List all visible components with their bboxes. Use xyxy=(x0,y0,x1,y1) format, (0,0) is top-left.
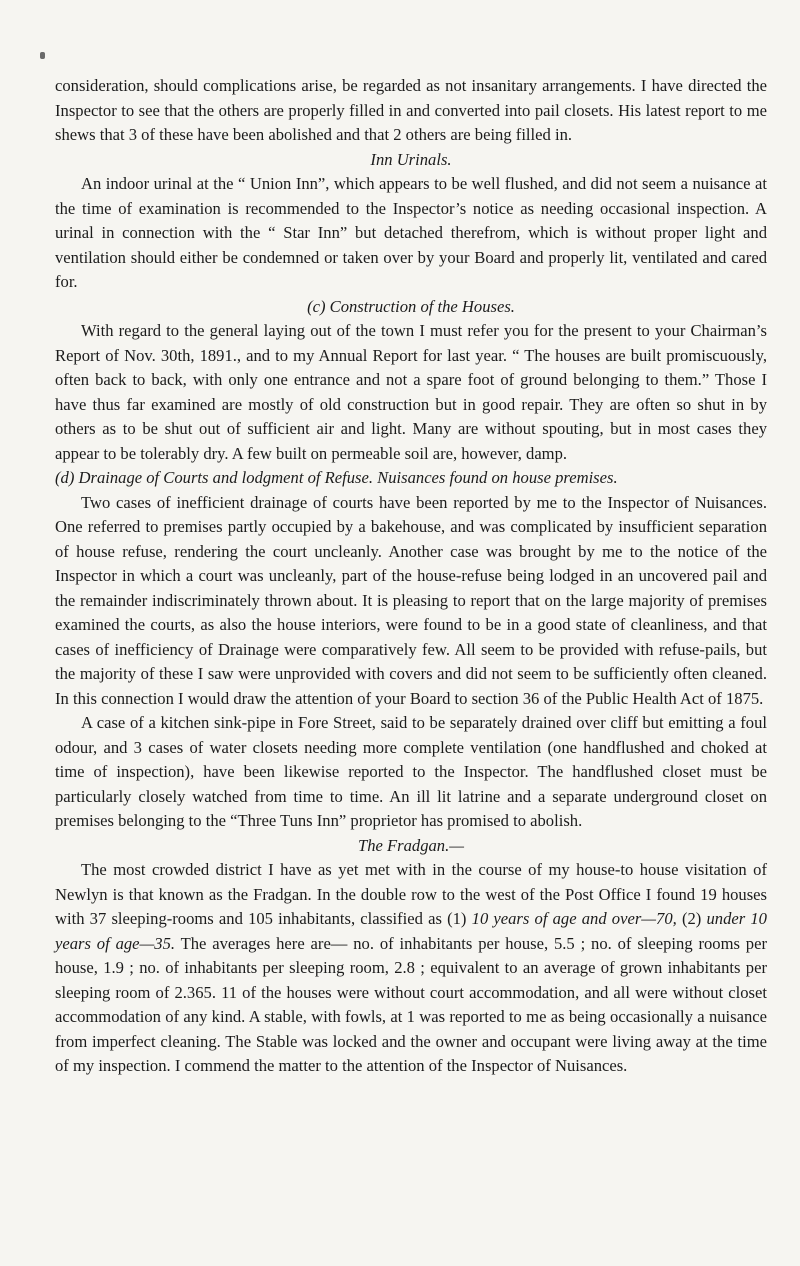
paragraph-urinals: An indoor urinal at the “ Union Inn”, which appears to be well flushed, and did not seem a nuisance at the time of examination is recommended to the Inspector’s notice as needing occasional inspection. A urinal in connection with the “ Star Inn” but detached therefrom, which is without proper light and ventilation should either be condemned or taken over by your Board and properly lit, ventilated and cared for. xyxy=(55,174,767,291)
heading-fradgan: The Fradgan.— xyxy=(357,835,465,855)
age-group-adults: 10 years of age and over—70, xyxy=(471,909,677,928)
paragraph-sink-pipe: A case of a kitchen sink-pipe in Fore Street, said to be separately drained over cliff but emitting a foul odour, and 3 cases of water closets needing more complete ventilation (one handflushed and choked at time of inspection), have been likewise reported to the Inspector. The handflushed closet must be particularly closely watched from time to time. An ill lit latrine and a separate underground closet on premises belonging to the “Three Tuns Inn” proprietor has promised to abolish. xyxy=(55,713,767,830)
paragraph-closets: consideration, should complications arise, be regarded as not insanitary arrangements. I have directed the Inspector to see that the others are properly filled in and converted into pail closets. His latest report to me shews that 3 of these have been abolished and that 2 others are being filled in. xyxy=(55,76,767,144)
heading-inn-urinals: Inn Urinals. xyxy=(370,149,452,169)
page-blemish xyxy=(40,52,45,59)
fradgan-text-1: The most crowded district I have as yet met with in the course of my house-to house visitation of Newlyn is that known as the Fradgan. In the double row to the west of the Post Office I found 19 houses with 37 sleeping-rooms and 105 inhabitants, classified as (1) xyxy=(55,860,767,928)
fradgan-text-2: (2) xyxy=(676,909,707,928)
heading-drainage: (d) Drainage of Courts and lodgment of Refuse. Nuisances found on house premises. xyxy=(55,468,618,487)
age-group-children: under 10 years of age—35. xyxy=(55,909,767,953)
fradgan-text-3: The averages here are— no. of inhabitants per house, 5.5 ; no. of sleeping rooms per house, 1.9 ; no. of inhabitants per sleeping room, 2.8 ; equivalent to an average of grown inhabitants per sleeping room of 2.365. 11 of the houses were without court accommodation, and all were without closet accommodation of any kind. A stable, with fowls, at 1 was reported to me as being occasionally a nuisance from imperfect cleaning. The Stable was locked and the owner and occupant were living away at the time of my inspection. I commend the matter to the attention of the Inspector of Nuisances. xyxy=(55,933,767,1075)
paragraph-drainage: Two cases of inefficient drainage of courts have been reported by me to the Inspector of Nuisances. One referred to premises partly occupied by a bakehouse, and was complicated by insufficient separation of house refuse, rendering the court uncleanly. Another case was brought by me to the notice of the Inspector in which a court was uncleanly, part of the house-refuse being lodged in an uncovered pail and the remainder indiscriminately thrown about. It is pleasing to report that on the large majority of premises examined the courts, as also the house interiors, were found to be in a good state of cleanliness, and that cases of inefficiency of Drainage were comparatively few. All seem to be provided with refuse-pails, but the majority of these I saw were unprovided with covers and did not seem to be sufficiently often cleaned. In this connection I would draw the attention of your Board to section 36 of the Public Health Act of 1875. xyxy=(55,492,767,708)
paragraph-construction: With regard to the general laying out of the town I must refer you for the present to your Chairman’s Report of Nov. 30th, 1891., and to my Annual Report for last year. “ The houses are built promiscuously, often back to back, with only one entrance and not a spare foot of ground belonging to them.” Those I have thus far examined are mostly of old construction but in good repair. They are often so shut in by others as to be shut out of sufficient air and light. Many are without spouting, but in most cases they appear to be tolerably dry. A few built on permeable soil are, however, damp. xyxy=(55,321,767,463)
document-page xyxy=(55,74,767,1079)
heading-construction: (c) Construction of the Houses. xyxy=(307,296,515,316)
paragraph-fradgan xyxy=(55,858,767,1079)
